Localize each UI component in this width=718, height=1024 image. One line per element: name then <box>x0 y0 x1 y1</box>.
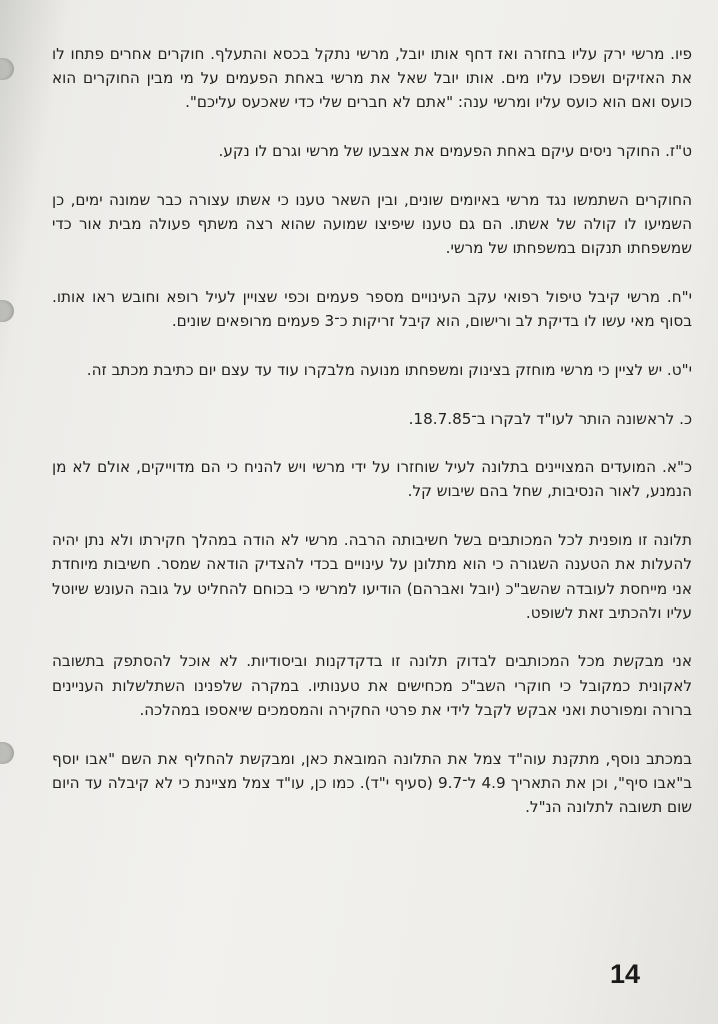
paragraph-1: פיו. מרשי ירק עליו בחזרה ואז דחף אותו יובל, מרשי נתקל בכסא והתעלף. חוקרים אחרים פתחו לו את האזיקים ושפכו עליו מים. אותו יובל שאל את מרשי באחת הפעמים על מי מבין החוקרים הוא כועס ואם הוא כועס עליו ומרשי ענה: "אתם לא חברים שלי כדי שאכעס עליכם". <box>52 45 692 112</box>
paragraph-4: י"ח. מרשי קיבל טיפול רפואי עקב העינויים מספר פעמים וכפי שצויין לעיל רופא וחובש ראו אותו. בסוף מאי עשו לו בדיקת לב ורישום, הוא קיבל זריקות כ־3 פעמים מרופאים שונים. <box>52 287 692 331</box>
paragraph-3: החוקרים השתמשו נגד מרשי באיומים שונים, ובין השאר טענו כי אשתו עצורה כבר שמונה ימים, כן השמיעו לו קולה של אשתו. הם גם טענו שיפיצו שמועה שהוא רצה משתף פעולה מבית אור כדי שמשפחתו תנקום במשפחתו של מרשי. <box>52 190 692 258</box>
paragraph-9: אני מבקשת מכל המכותבים לבדוק תלונה זו בדקדקנות וביסודיות. לא אוכל להסתפק בתשובה לאקונית כמקובל כי חוקרי השב"כ מכחישים את טענותיו. במקרה שלפנינו השתלשלות העניינים ברורה ומפורטת ואני אבקש לקבל לידי את פרטי החקירה והמסמכים שיאספו במהלכה. <box>52 652 692 719</box>
binder-hole-middle <box>0 300 14 322</box>
paragraph-5: י"ט. יש לציין כי מרשי מוחזק בצינוק ומשפחתו מנועה מלבקרו עוד עד עצם יום כתיבת מכתב זה. <box>86 360 692 379</box>
document-body <box>52 42 692 844</box>
binder-hole-bottom <box>0 742 14 764</box>
paragraph-6: כ. לראשונה הותר לעו"ד לבקרו ב־18.7.85. <box>408 409 692 428</box>
paragraph-2: ט"ז. החוקר ניסים עיקם באחת הפעמים את אצבעו של מרשי וגרם לו נקע. <box>218 142 692 161</box>
paragraph-10: במכתב נוסף, מתקנת עוה"ד צמל את התלונה המובאת כאן, ומבקשת להחליף את השם "אבו יוסף ב"אבו סיף", וכן את התאריך 4.9 ל־9.7 (סעיף י"ד). כמו כן, עו"ד צמל מציינת כי לא קיבלה עד היום שום תשובה לתלונה הנ"ל. <box>52 749 692 816</box>
paragraph-8: תלונה זו מופנית לכל המכותבים בשל חשיבותה הרבה. מרשי לא הודה במהלך חקירתו ולא נתן יהיה להעלות את הטענה השגורה כי הוא מתלונן על עינויים בכדי להצדיק הודאה שמסר. חשיבות מיוחדת אני מייחסת לעובדה שהשב"כ (יובל ואברהם) הודיעו למרשי כי בכוחם להחליט על גובה העונש שיוטל עליו ולהכתיב זאת לשופט. <box>52 531 692 622</box>
binder-hole-top <box>0 58 14 80</box>
page-number: 14 <box>609 959 640 989</box>
paragraph-7: כ"א. המועדים המצויינים בתלונה לעיל שוחזרו על ידי מרשי ויש להניח כי הם מדוייקים, אולם לא מן הנמנע, לאור הנסיבות, שחל בהם שיבוש קל. <box>52 458 692 501</box>
